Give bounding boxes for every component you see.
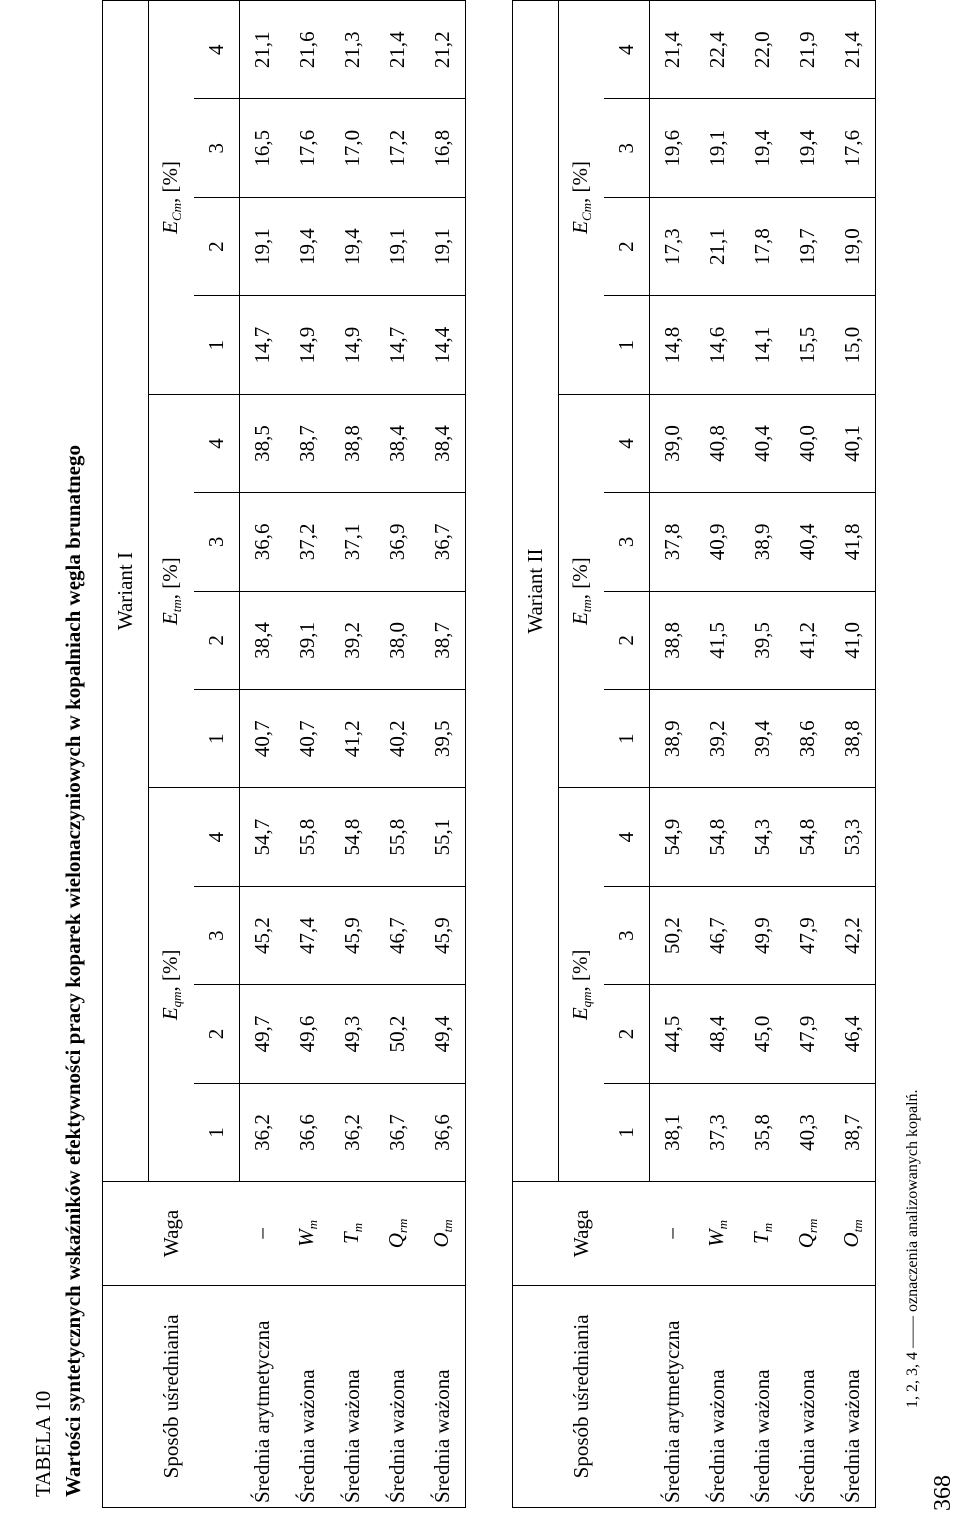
weight-cell: $W_m$ [285, 1182, 330, 1286]
value-cell: 45,9 [420, 886, 466, 984]
value-cell: 21,1 [695, 197, 740, 295]
etm-header: $E_{tm}$, [%] [149, 394, 195, 788]
value-cell: 40,4 [740, 394, 785, 492]
value-cell: 47,9 [785, 985, 830, 1083]
weight-header: Waga [103, 1182, 240, 1286]
table-row [785, 1, 830, 1508]
value-cell: 54,7 [240, 788, 286, 886]
method-cell: Średnia ważona [330, 1285, 375, 1507]
value-cell: 19,1 [695, 99, 740, 197]
value-cell: 48,4 [695, 985, 740, 1083]
value-cell: 41,8 [830, 493, 876, 591]
table-row [650, 1, 696, 1508]
mine-header: 1 [604, 690, 650, 788]
value-cell: 17,3 [650, 197, 696, 295]
value-cell: 22,0 [740, 1, 785, 100]
value-cell: 39,2 [695, 690, 740, 788]
value-cell: 40,4 [785, 493, 830, 591]
table-row [740, 1, 785, 1508]
table-row [830, 1, 876, 1508]
value-cell: 42,2 [830, 886, 876, 984]
value-cell: 50,2 [650, 886, 696, 984]
mine-header: 4 [194, 1, 240, 100]
value-cell: 14,4 [420, 296, 466, 394]
value-cell: 39,5 [740, 591, 785, 689]
mine-header: 3 [194, 493, 240, 591]
value-cell: 40,7 [285, 690, 330, 788]
mine-header: 4 [194, 788, 240, 886]
mine-header: 3 [604, 99, 650, 197]
value-cell: 41,2 [330, 690, 375, 788]
value-cell: 37,8 [650, 493, 696, 591]
value-cell: 19,4 [740, 99, 785, 197]
table-body [650, 1, 876, 1508]
value-cell: 17,6 [285, 99, 330, 197]
value-cell: 41,5 [695, 591, 740, 689]
value-cell: 19,4 [785, 99, 830, 197]
table-label: TABELA 10 [31, 1390, 55, 1497]
value-cell: 46,7 [375, 886, 420, 984]
value-cell: 38,9 [740, 493, 785, 591]
weight-cell: $Q_{rm}$ [785, 1182, 830, 1286]
value-cell: 15,0 [830, 296, 876, 394]
value-cell: 16,5 [240, 99, 286, 197]
table-variant-2 [512, 0, 876, 1508]
table-row [240, 1, 286, 1508]
value-cell: 39,2 [330, 591, 375, 689]
value-cell: 41,0 [830, 591, 876, 689]
method-cell: Średnia arytmetyczna [240, 1285, 286, 1507]
value-cell: 17,8 [740, 197, 785, 295]
value-cell: 19,1 [375, 197, 420, 295]
value-cell: 47,4 [285, 886, 330, 984]
value-cell: 17,2 [375, 99, 420, 197]
value-cell: 54,8 [695, 788, 740, 886]
value-cell: 36,2 [240, 1083, 286, 1181]
value-cell: 53,3 [830, 788, 876, 886]
mine-header: 2 [194, 591, 240, 689]
ecm-header: $E_{Cm}$, [%] [559, 1, 605, 395]
value-cell: 54,8 [330, 788, 375, 886]
ecm-header: $E_{Cm}$, [%] [149, 1, 195, 395]
value-cell: 38,8 [330, 394, 375, 492]
mine-header: 1 [604, 296, 650, 394]
footnote: 1, 2, 3, 4 —— oznaczenia analizowanych kopalń. [904, 1089, 921, 1408]
value-cell: 46,7 [695, 886, 740, 984]
value-cell: 21,2 [420, 1, 466, 100]
value-cell: 39,0 [650, 394, 696, 492]
value-cell: 14,6 [695, 296, 740, 394]
value-cell: 38,7 [420, 591, 466, 689]
eqm-header: $E_{qm}$, [%] [149, 788, 195, 1182]
value-cell: 14,9 [330, 296, 375, 394]
value-cell: 55,1 [420, 788, 466, 886]
weight-cell: $T_m$ [330, 1182, 375, 1286]
mine-header: 4 [604, 394, 650, 492]
value-cell: 38,7 [830, 1083, 876, 1181]
method-cell: Średnia ważona [375, 1285, 420, 1507]
value-cell: 36,7 [420, 493, 466, 591]
value-cell: 49,7 [240, 985, 286, 1083]
value-cell: 35,8 [740, 1083, 785, 1181]
mine-header: 2 [604, 197, 650, 295]
weight-cell: – [650, 1182, 696, 1286]
value-cell: 49,4 [420, 985, 466, 1083]
value-cell: 40,0 [785, 394, 830, 492]
value-cell: 16,8 [420, 99, 466, 197]
value-cell: 21,3 [330, 1, 375, 100]
value-cell: 19,0 [830, 197, 876, 295]
table-caption [28, 445, 88, 1497]
value-cell: 46,4 [830, 985, 876, 1083]
eqm-header: $E_{qm}$, [%] [559, 788, 605, 1182]
value-cell: 21,6 [285, 1, 330, 100]
value-cell: 36,6 [285, 1083, 330, 1181]
mine-header: 4 [604, 1, 650, 100]
method-cell: Średnia ważona [830, 1285, 876, 1507]
value-cell: 45,0 [740, 985, 785, 1083]
value-cell: 19,6 [650, 99, 696, 197]
value-cell: 39,4 [740, 690, 785, 788]
value-cell: 45,2 [240, 886, 286, 984]
table-row [420, 1, 466, 1508]
mine-header: 4 [194, 394, 240, 492]
value-cell: 49,3 [330, 985, 375, 1083]
weight-cell: $Q_{rm}$ [375, 1182, 420, 1286]
value-cell: 38,0 [375, 591, 420, 689]
value-cell: 22,4 [695, 1, 740, 100]
value-cell: 17,0 [330, 99, 375, 197]
value-cell: 14,9 [285, 296, 330, 394]
value-cell: 14,7 [375, 296, 420, 394]
mine-header: 3 [604, 493, 650, 591]
value-cell: 47,9 [785, 886, 830, 984]
value-cell: 21,4 [650, 1, 696, 100]
value-cell: 14,7 [240, 296, 286, 394]
value-cell: 36,9 [375, 493, 420, 591]
value-cell: 38,8 [650, 591, 696, 689]
value-cell: 38,4 [375, 394, 420, 492]
method-header: Sposób uśredniania [103, 1285, 240, 1507]
weight-cell: – [240, 1182, 286, 1286]
mine-header: 1 [194, 296, 240, 394]
mine-header: 1 [194, 690, 240, 788]
value-cell: 49,9 [740, 886, 785, 984]
method-cell: Średnia ważona [740, 1285, 785, 1507]
value-cell: 36,6 [240, 493, 286, 591]
value-cell: 19,4 [285, 197, 330, 295]
value-cell: 40,1 [830, 394, 876, 492]
table-row [285, 1, 330, 1508]
value-cell: 38,1 [650, 1083, 696, 1181]
value-cell: 21,9 [785, 1, 830, 100]
method-cell: Średnia ważona [785, 1285, 830, 1507]
mine-header: 4 [604, 788, 650, 886]
mine-header: 2 [194, 197, 240, 295]
value-cell: 15,5 [785, 296, 830, 394]
value-cell: 50,2 [375, 985, 420, 1083]
value-cell: 49,6 [285, 985, 330, 1083]
value-cell: 21,4 [375, 1, 420, 100]
page-number: 368 [930, 1475, 956, 1511]
table-body [240, 1, 466, 1508]
value-cell: 40,3 [785, 1083, 830, 1181]
variant-title: Wariant II [513, 1, 559, 1182]
value-cell: 38,8 [830, 690, 876, 788]
mine-header: 1 [604, 1083, 650, 1181]
variant-title: Wariant I [103, 1, 149, 1182]
value-cell: 19,1 [240, 197, 286, 295]
value-cell: 38,6 [785, 690, 830, 788]
value-cell: 41,2 [785, 591, 830, 689]
mine-header: 2 [604, 985, 650, 1083]
value-cell: 38,9 [650, 690, 696, 788]
method-cell: Średnia ważona [695, 1285, 740, 1507]
table-row [695, 1, 740, 1508]
method-header: Sposób uśredniania [513, 1285, 650, 1507]
value-cell: 54,8 [785, 788, 830, 886]
weight-cell: $W_m$ [695, 1182, 740, 1286]
mine-header: 3 [194, 886, 240, 984]
table-variant-1 [102, 0, 466, 1508]
mine-header: 3 [604, 886, 650, 984]
etm-header: $E_{tm}$, [%] [559, 394, 605, 788]
value-cell: 44,5 [650, 985, 696, 1083]
table-row [375, 1, 420, 1508]
value-cell: 36,6 [420, 1083, 466, 1181]
weight-cell: $O_{tm}$ [830, 1182, 876, 1286]
value-cell: 40,7 [240, 690, 286, 788]
value-cell: 37,1 [330, 493, 375, 591]
value-cell: 55,8 [285, 788, 330, 886]
value-cell: 38,7 [285, 394, 330, 492]
mine-header: 3 [194, 99, 240, 197]
method-cell: Średnia ważona [420, 1285, 466, 1507]
value-cell: 14,8 [650, 296, 696, 394]
method-cell: Średnia ważona [285, 1285, 330, 1507]
mine-header: 1 [194, 1083, 240, 1181]
value-cell: 55,8 [375, 788, 420, 886]
weight-header: Waga [513, 1182, 650, 1286]
value-cell: 17,6 [830, 99, 876, 197]
weight-cell: $T_m$ [740, 1182, 785, 1286]
mine-header: 2 [604, 591, 650, 689]
value-cell: 19,4 [330, 197, 375, 295]
value-cell: 54,3 [740, 788, 785, 886]
value-cell: 40,8 [695, 394, 740, 492]
value-cell: 54,9 [650, 788, 696, 886]
value-cell: 21,4 [830, 1, 876, 100]
value-cell: 39,1 [285, 591, 330, 689]
value-cell: 38,4 [240, 591, 286, 689]
value-cell: 40,9 [695, 493, 740, 591]
value-cell: 39,5 [420, 690, 466, 788]
value-cell: 14,1 [740, 296, 785, 394]
value-cell: 19,7 [785, 197, 830, 295]
mine-header: 2 [194, 985, 240, 1083]
table-row [330, 1, 375, 1508]
value-cell: 37,3 [695, 1083, 740, 1181]
weight-cell: $O_{tm}$ [420, 1182, 466, 1286]
value-cell: 40,2 [375, 690, 420, 788]
value-cell: 37,2 [285, 493, 330, 591]
value-cell: 36,2 [330, 1083, 375, 1181]
method-cell: Średnia arytmetyczna [650, 1285, 696, 1507]
value-cell: 36,7 [375, 1083, 420, 1181]
value-cell: 38,5 [240, 394, 286, 492]
value-cell: 21,1 [240, 1, 286, 100]
value-cell: 45,9 [330, 886, 375, 984]
table-title: Wartości syntetycznych wskaźników efektywności pracy koparek wielonaczyniowych w kopalniach węgla brunatnego [61, 445, 85, 1497]
value-cell: 19,1 [420, 197, 466, 295]
value-cell: 38,4 [420, 394, 466, 492]
